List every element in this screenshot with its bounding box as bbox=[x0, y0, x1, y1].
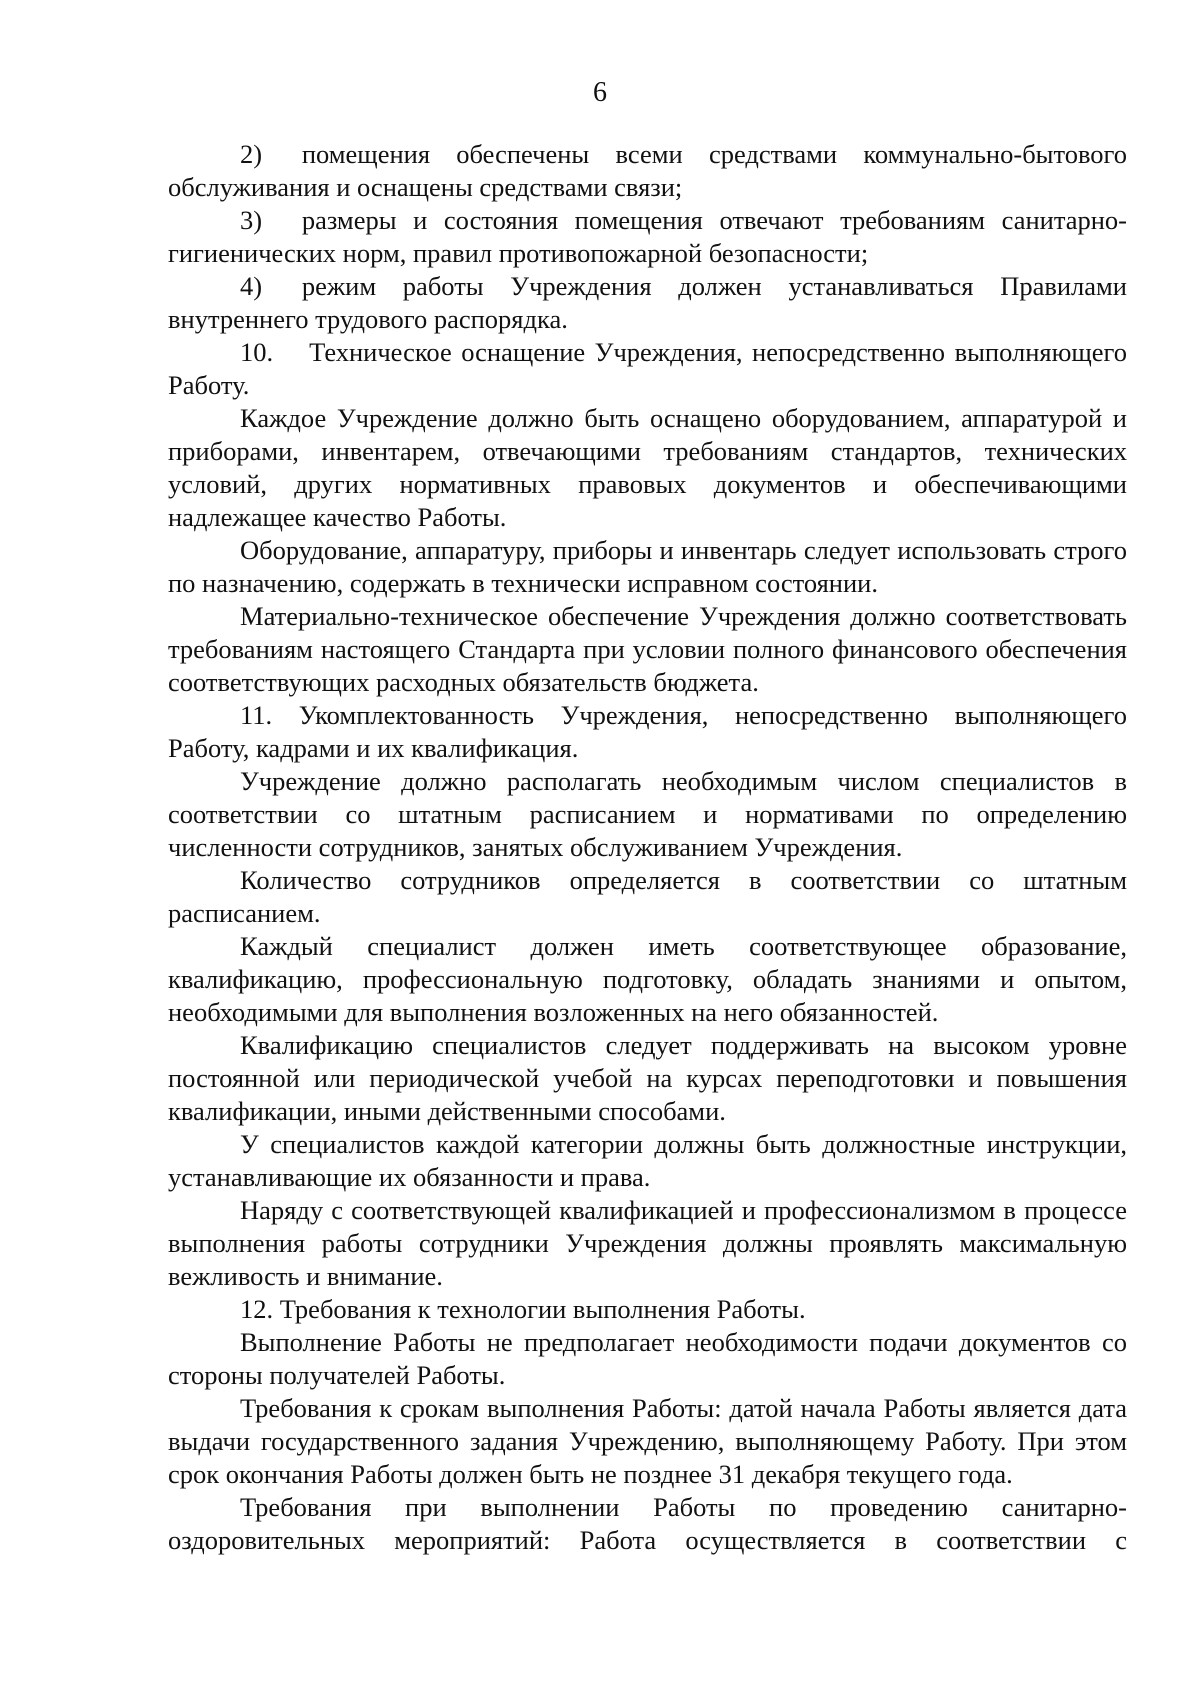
paragraph-job-instructions: У специалистов каждой категории должны быть должностные инструкции, устанавливающие их обязанности и права. bbox=[168, 1129, 1127, 1192]
paragraph-deadlines: Требования к срокам выполнения Работы: датой начала Работы является дата выдачи государственного задания Учреждению, выполняющему Работу. При этом срок окончания Работы должен быть не позднее 31 декабря текущего года. bbox=[168, 1393, 1127, 1489]
section-heading-10: 10. Техническое оснащение Учреждения, непосредственно выполняющего Работу. bbox=[168, 337, 1127, 400]
paragraph-staffing: Учреждение должно располагать необходимым числом специалистов в соответствии со штатным расписанием и нормативами по определению численности сотрудников, занятых обслуживанием Учреждения. bbox=[168, 766, 1127, 862]
paragraph-specialist-education: Каждый специалист должен иметь соответствующее образование, квалификацию, профессиональную подготовку, обладать знаниями и опытом, необходимыми для выполнения возложенных на него обязанностей. bbox=[168, 931, 1127, 1027]
paragraph-staff-count: Количество сотрудников определяется в соответствии со штатным расписанием. bbox=[168, 865, 1127, 928]
section-heading-12: 12. Требования к технологии выполнения Работы. bbox=[240, 1294, 806, 1324]
paragraph-equipment: Каждое Учреждение должно быть оснащено оборудованием, аппаратурой и приборами, инвентарем, отвечающими требованиям стандартов, технических условий, других нормативных правовых документов и обеспечивающими надлежащее качество Работы. bbox=[168, 403, 1127, 532]
paragraph-politeness: Наряду с соответствующей квалификацией и профессионализмом в процессе выполнения работы сотрудники Учреждения должны проявлять максимальную вежливость и внимание. bbox=[168, 1195, 1127, 1291]
paragraph-item-3: 3) размеры и состояния помещения отвечают требованиям санитарно-гигиенических норм, правил противопожарной безопасности; bbox=[168, 205, 1127, 268]
document-body bbox=[168, 138, 1127, 1557]
paragraph-qualification: Квалификацию специалистов следует поддерживать на высоком уровне постоянной или периодической учебой на курсах переподготовки и повышения квалификации, иными действенными способами. bbox=[168, 1030, 1127, 1126]
page-number: 6 bbox=[593, 77, 607, 108]
section-heading-11: 11. Укомплектованность Учреждения, непосредственно выполняющего Работу, кадрами и их квалификация. bbox=[168, 700, 1127, 763]
paragraph-documents: Выполнение Работы не предполагает необходимости подачи документов со стороны получателей Работы. bbox=[168, 1327, 1127, 1390]
paragraph-equipment-usage: Оборудование, аппаратуру, приборы и инвентарь следует использовать строго по назначению, содержать в технически исправном состоянии. bbox=[168, 535, 1127, 598]
paragraph-item-2: 2) помещения обеспечены всеми средствами коммунально-бытового обслуживания и оснащены средствами связи; bbox=[168, 139, 1127, 202]
paragraph-item-4: 4) режим работы Учреждения должен устанавливаться Правилами внутреннего трудового распорядка. bbox=[168, 271, 1127, 334]
paragraph-sanitary-requirements: Требования при выполнении Работы по проведению санитарно-оздоровительных мероприятий: Работа осуществляется в соответствии с bbox=[168, 1492, 1127, 1555]
paragraph-material-support: Материально-техническое обеспечение Учреждения должно соответствовать требованиям настоящего Стандарта при условии полного финансового обеспечения соответствующих расходных обязательств бюджета. bbox=[168, 601, 1127, 697]
